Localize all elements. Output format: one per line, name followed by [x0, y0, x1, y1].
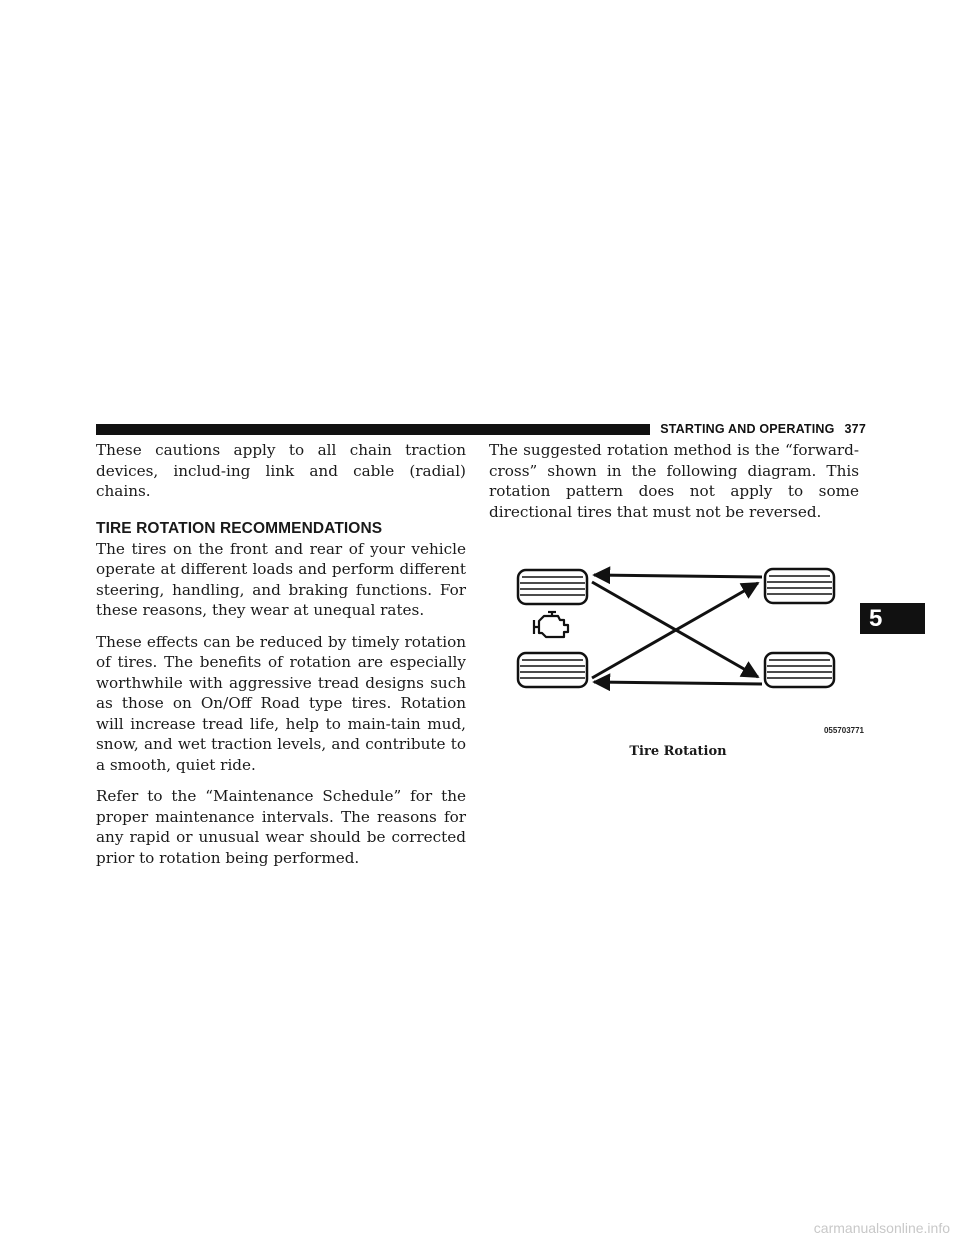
right-column — [489, 440, 859, 533]
tire-icon-front-left — [518, 570, 587, 604]
arrow-icon-right-to-left-bottom — [594, 682, 762, 684]
tire-icon-front-right — [765, 569, 834, 603]
tire-icon-rear-left — [518, 653, 587, 687]
intro-paragraph: These cautions apply to all chain traction devices, includ-ing link and cable (radial) chains. — [96, 441, 466, 500]
chapter-tab: 5 — [860, 603, 925, 634]
engine-icon — [534, 612, 568, 637]
header-title — [660, 422, 866, 436]
arrow-icon-right-to-left-top — [594, 575, 762, 577]
paragraph-3: Refer to the “Maintenance Schedule” for the proper maintenance intervals. The reasons for any rapid or unusual wear should be corrected prior to rotation being performed. — [96, 787, 466, 867]
page-header — [96, 422, 866, 436]
diagram-svg — [508, 526, 866, 744]
watermark: carmanualsonline.info — [813, 1220, 950, 1236]
tire-rotation-diagram — [508, 526, 866, 744]
paragraph-2: These effects can be reduced by timely rotation of tires. The benefits of rotation are especially worthwhile with aggressive tread designs such as those on On/Off Road type tires. Rotation will increase tread life, help to main-tain mud, snow, and wet traction levels, and contribute to a smooth, quiet ride. — [96, 632, 466, 774]
section-heading: TIRE ROTATION RECOMMENDATIONS — [96, 519, 383, 537]
figure-caption: Tire Rotation — [629, 744, 727, 759]
header-rule — [96, 424, 650, 435]
tire-icon-rear-right — [765, 653, 834, 687]
left-column — [96, 440, 466, 879]
section-title: STARTING AND OPERATING — [660, 422, 835, 436]
rotation-paragraph: The suggested rotation method is the “forward-cross” shown in the following diagram. This rotation pattern does not apply to some directional tires that must not be reversed. — [489, 441, 859, 521]
page-number: 377 — [844, 422, 866, 436]
paragraph-1: The tires on the front and rear of your vehicle operate at different loads and perform different steering, handling, and braking functions. For these reasons, they wear at unequal rates. — [96, 539, 466, 619]
figure-code: 055703771 — [823, 726, 864, 735]
